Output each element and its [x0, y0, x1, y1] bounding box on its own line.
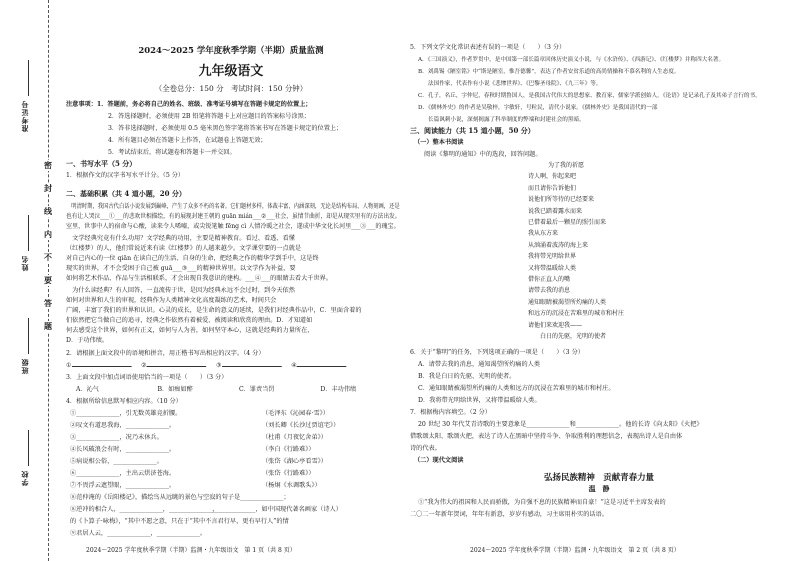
notes-line: 注意事项：1．答题前，务必将自己的姓名、班级、准考证号填写在答题卡规定的位置上； [66, 101, 312, 108]
article-line: ①“我为伟大的祖国和人民而骄傲，为自强不息的民族精神而自豪！”这是习近平主席发表的 [418, 499, 666, 506]
exam-number-label: 准考证号 [20, 100, 29, 132]
q4-source: （杜甫《月夜忆舍弟》） [262, 434, 327, 441]
poem-line: 说他们所等待的已经要来 [528, 196, 595, 204]
notes-line: 3．答非选择题时，必须使用 0.5 毫米黑色签字笔将答案书写在答题卡规定的位置上； [108, 125, 343, 132]
poem-line: 已借着最后一颗星的照引而来 [528, 219, 607, 227]
passage-line: 对自己内心的一位 qiān 在读自己的生活、自身的生命，把经典之作的精华学到手中，这是终 [66, 255, 319, 262]
subject-title: 九年级语文 [198, 64, 264, 79]
poem-line: 从汹涌着波涛的海上来 [528, 241, 589, 249]
seal-char: 要 [40, 275, 56, 286]
q4-line: ②叹文有道思我海，______________。 [70, 422, 176, 429]
q4-line: ⑧逆冲的相合人，______________，______________， [70, 506, 219, 513]
question-6: 6．关于“黎明”的任务，下列选项正确的一项是（ ）（3 分） [410, 349, 584, 356]
exam-number-field[interactable] [28, 60, 30, 96]
seal-char: 题 [40, 321, 56, 332]
seal-char: 不 [40, 252, 56, 263]
passage-line: 室里，世事中人的宿命与心酸，读来令人唏嘘，或尖锐笔触 fēng cì 人情冷暖之社会，遂成中华文化长河里___③___的瑰宝。 [66, 223, 400, 230]
subsection-2-heading: （二）现代文阅读 [414, 457, 464, 464]
q4-note: 的《卜算子·咏梅》，“其中不愿之意，只在于“其中不言君行早，更有早行人”的情 [70, 518, 289, 525]
school-field[interactable] [28, 430, 30, 466]
q7-text-line: 20 世纪 30 年代艾青诗歌的主要意象是______________和______________。他的长诗《向太阳》《火把》 [418, 421, 703, 428]
section-2-heading: 二、基础积累（共 4 道小题，20 分） [66, 189, 186, 198]
question-4: 4．根据所给信息默写相应内容。（10 分） [66, 398, 182, 405]
article-title: 弘扬民族精神 贡献青春力量 [544, 473, 655, 483]
passage-line: D．于功伟绩。 [66, 337, 109, 344]
q4-source: （张岱《行路难》） [262, 470, 315, 477]
notes-line: 4．所有题目必须在答题卡上作答，在试题卷上答题无效； [108, 137, 267, 144]
subsection-1-heading: （一）整本书阅读 [414, 139, 464, 146]
q4-line: ⑤病说相公俗，______________。 [70, 458, 163, 465]
blank-label: ① [66, 362, 72, 369]
question-3: 3．上面文段中加点词语使用恰当的一项是（ ）（3 分） [66, 374, 228, 381]
seal-text [40, 160, 56, 344]
blank-label: ② [141, 362, 147, 369]
poem-excerpt [528, 160, 624, 343]
answer-blank[interactable] [147, 366, 207, 367]
q4-note: ⑧范仲淹的《岳阳楼记》，描绘鸟从远眺的景色与空寂的句子是______________； [70, 494, 290, 501]
seal-char: 答 [40, 298, 56, 309]
section-3-heading: 三、阅读能力（共 15 道小题，50 分） [410, 126, 535, 135]
q5-option[interactable]: C．孔子，名丘，字仲尼，春秋时期鲁国人，是我国古代伟大的思想家、教育家，儒家学派创始人。《论语》是记录孔子及其弟子言行的书。 [418, 93, 761, 99]
answer-blank[interactable] [297, 366, 347, 367]
seal-char: 密 [40, 160, 56, 171]
name-field[interactable] [28, 215, 30, 251]
poem-line: 说我已踏着露水而来 [528, 207, 583, 215]
poem-line: 我从东方来 [528, 230, 559, 238]
exam-meta: （全卷总分：150 分 考试时间：150 分钟） [154, 84, 308, 93]
q4-line: ③______________，况乃未休兵。 [70, 434, 163, 441]
q5-option[interactable]: B．刘禹锡《陋室铭》中“斯是陋室，惟吾德馨”，表达了作者安贫乐道的高尚情操和不慕名利的人生态度。 [418, 69, 680, 75]
article-author: 温 静 [588, 484, 610, 493]
q6-option[interactable]: D．我将带光明给世界，又将带温暖给人类。 [418, 397, 541, 404]
name-label: 姓名 [20, 255, 29, 271]
reading-intro: 阅读《黎明的通知》中的选段，回答问题。 [424, 151, 542, 158]
poem-line: 和远方的沉浸在苦难里的城市和村庄 [528, 310, 625, 318]
passage-line: 何去感受这个世界，如何有正义，如何与人为善，如何坚守本心，这就是经典的力量所在， [66, 327, 314, 334]
q3-options [76, 386, 400, 394]
poem-line: 请他们来欢迎我—— [528, 321, 583, 329]
q4-source: （刘长卿《长沙过贾谊宅》） [262, 422, 340, 429]
q4-line: ⑥______________，主出云烘济苍海。 [70, 470, 176, 477]
q7-text-line: 借歌颂太阳、歌颂火把，表达了诗人在黑暗中坚持斗争、争取胜利的理想信念，表现出诗人是自由体 [410, 433, 683, 440]
section-1-heading: 一、书写水平（5 分） [66, 159, 137, 168]
blank-label: ③ [216, 362, 222, 369]
question-2: 2．请根据上面文段中的语境和拼音，用正楷书写出相应的汉字。（4 分） [66, 350, 265, 357]
binding-strip [0, 0, 62, 561]
class-label: 班级 [20, 358, 29, 374]
q6-option[interactable]: B．我是白日的先驱、光明的使者。 [418, 373, 516, 380]
notes-line: 5．考试结束后，将试题卷和答题卡一并交回。 [108, 149, 236, 156]
q4-source: （杨炯《水调歌头》） [262, 482, 321, 489]
passage-line: 如何对世界和人生的审视，经典作为人类精神文化高度凝练的艺术，时间只会 [66, 297, 277, 304]
poem-line: 我将带光明给世界 [528, 253, 577, 261]
page-1-footer: 2024～2025 学年度秋季学期（半期）监测・九年级语文 第 1 页（共 8 页） [86, 547, 296, 554]
poem-line: 为了我的祈愿 [548, 162, 585, 169]
seal-char: 封 [40, 183, 56, 194]
poem-line: 又将带温暖给人类 [528, 264, 577, 272]
poem-line: 白日的先驱，光明的使者 [540, 333, 607, 341]
q4-line: ④长风破浪会有时，______________。 [70, 446, 176, 453]
q5-option: 法国作家，代表作有小说《悲惨世界》、《巴黎圣母院》、《九三年》等。 [428, 81, 602, 87]
passage-line: 如何将艺术作品、作品与生活相联系，才会出现自我意识的建构。___④___的眼睛去看大千世界。 [66, 275, 333, 282]
exam-title: 2024～2025 学年度秋季学期（半期）质量监测 [138, 46, 324, 56]
school-label: 学校 [20, 470, 29, 486]
question-7: 7．根据梅内容填空。（2 分） [410, 409, 491, 416]
page-2-footer: 2024～2025 学年度秋季学期（半期）监测・九年级语文 第 2 页（共 8 页） [470, 547, 680, 554]
q3-option[interactable]: D．丰功伟绩 [320, 386, 357, 393]
page-1 [62, 0, 402, 561]
q5-option[interactable]: D．《儒林外史》的作者是吴敬梓，字敏轩，号粒民，清代小说家。《儒林外史》是我国清代的一部 [418, 105, 658, 111]
passage-line: 也有让人哭泣___①___的悲欢世相描绘，有的展现封建王朝的 guān mián___②___社会，虽情节曲折，却是从现实里有的方法出发。 [66, 213, 401, 220]
q3-option[interactable]: B．如痴如醉 [157, 386, 193, 393]
notes-line: 2．答选择题时，必须使用 2B 铅笔将答题卡上对应题目的答案标号涂黑； [108, 113, 310, 120]
q3-option[interactable]: A．沁气 [76, 386, 99, 393]
question-5: 5．下列文学文化常识表述有误的一项是（ ）（3 分） [410, 44, 566, 51]
q2-blanks [66, 362, 400, 370]
question-1: 1．根据作文的汉字书写水平计分。（5 分） [66, 172, 185, 179]
passage-line: 文学经典究竟有什么功用？文学经典的功用，主要是精神教育。看过、看透、看懂 [66, 235, 295, 242]
passage-line: 们依然把它当做自己的追寻，经典之作依然有着被爱、被阅读和欣赏的理由。D．才知道如 [66, 317, 313, 324]
q4-source: （张岱《湖心亭看雪》） [262, 458, 327, 465]
seal-char: 线 [40, 206, 56, 217]
poem-line: 诗人啊，你起来吧 [528, 173, 577, 181]
poem-line: 借你正直人的嘴 [528, 276, 571, 284]
q6-option[interactable]: A．请带去我的消息，通知渴望所灼痛的人类 [418, 361, 541, 368]
passage-line: 广阔，丰富了我们的世界和认识。心灵的成长，是生命的意义的延续，是我们对经典作品中，C．里面含着的 [66, 307, 362, 314]
poem-line: 请带去我的消息 [528, 287, 571, 295]
passage-line: 为什么读经典？有人回答，一直流传于世，是因为经典永远不会过时，到今天依然 [66, 287, 295, 294]
article-line: 二〇二一年新年贺词，年年有新意，岁岁有感动，习主席用朴实的话语。 [410, 511, 608, 518]
passage-line: 现实的世界，才不会受困于自己被 guā___③___的精神世界里。以文学作为补益，要 [66, 265, 296, 272]
q4-note: ______________，如中国现代著名画家（诗人） [212, 506, 342, 513]
passage-line: 明清时期，我国古代白话小说发展到巅峰，产生了众多不朽的名著。它们题材多样，体裁丰富，内涵深刻，无论是结构布局、人物刻画，还是 [66, 203, 400, 210]
class-field[interactable] [28, 318, 30, 354]
answer-blank[interactable] [72, 366, 132, 367]
q4-line: ⑦不畏浮云遮望眼，______________。 [70, 482, 176, 489]
q4-line: ①______________，引无数英雄竞折腰。 [70, 410, 182, 417]
poem-line: 而且请你告诉他们 [528, 184, 577, 192]
poem-line: 通知眼睛被渴望所灼痛的人类 [528, 298, 607, 306]
q5-option: 长篇讽刺小说，深刻揭露了科举制度的弊端和封建社会的黑暗。 [428, 117, 585, 123]
q7-text-line: 诗的代表。 [410, 445, 441, 452]
q4-line: ⑨君居人云，______________，______________。 [70, 530, 207, 537]
q5-option[interactable]: A．《三国演义》，作者罗贯中，是中国第一部长篇章回体历史演义小说，与《水浒传》、《西游记》、《红楼梦》并称四大名著。 [418, 57, 725, 63]
answer-blank[interactable] [222, 366, 282, 367]
passage-line: （红楼梦）的人，他们常说近来有读《红楼梦》的人越来越少。文学课堂要的一点就是 [66, 245, 302, 252]
q3-option[interactable]: C．罪责当罚 [238, 386, 275, 393]
page-2 [410, 0, 790, 561]
q4-source: （李白《行路难》） [262, 446, 315, 453]
q4-source: （毛泽东《沁园春·雪》） [262, 410, 329, 417]
seal-char: 内 [40, 229, 56, 240]
blank-label: ④ [291, 362, 297, 369]
q6-option[interactable]: C．通知眼睛被渴望所灼痛的人类和远方的沉浸在苦难里的城市和村庄。 [418, 385, 615, 392]
